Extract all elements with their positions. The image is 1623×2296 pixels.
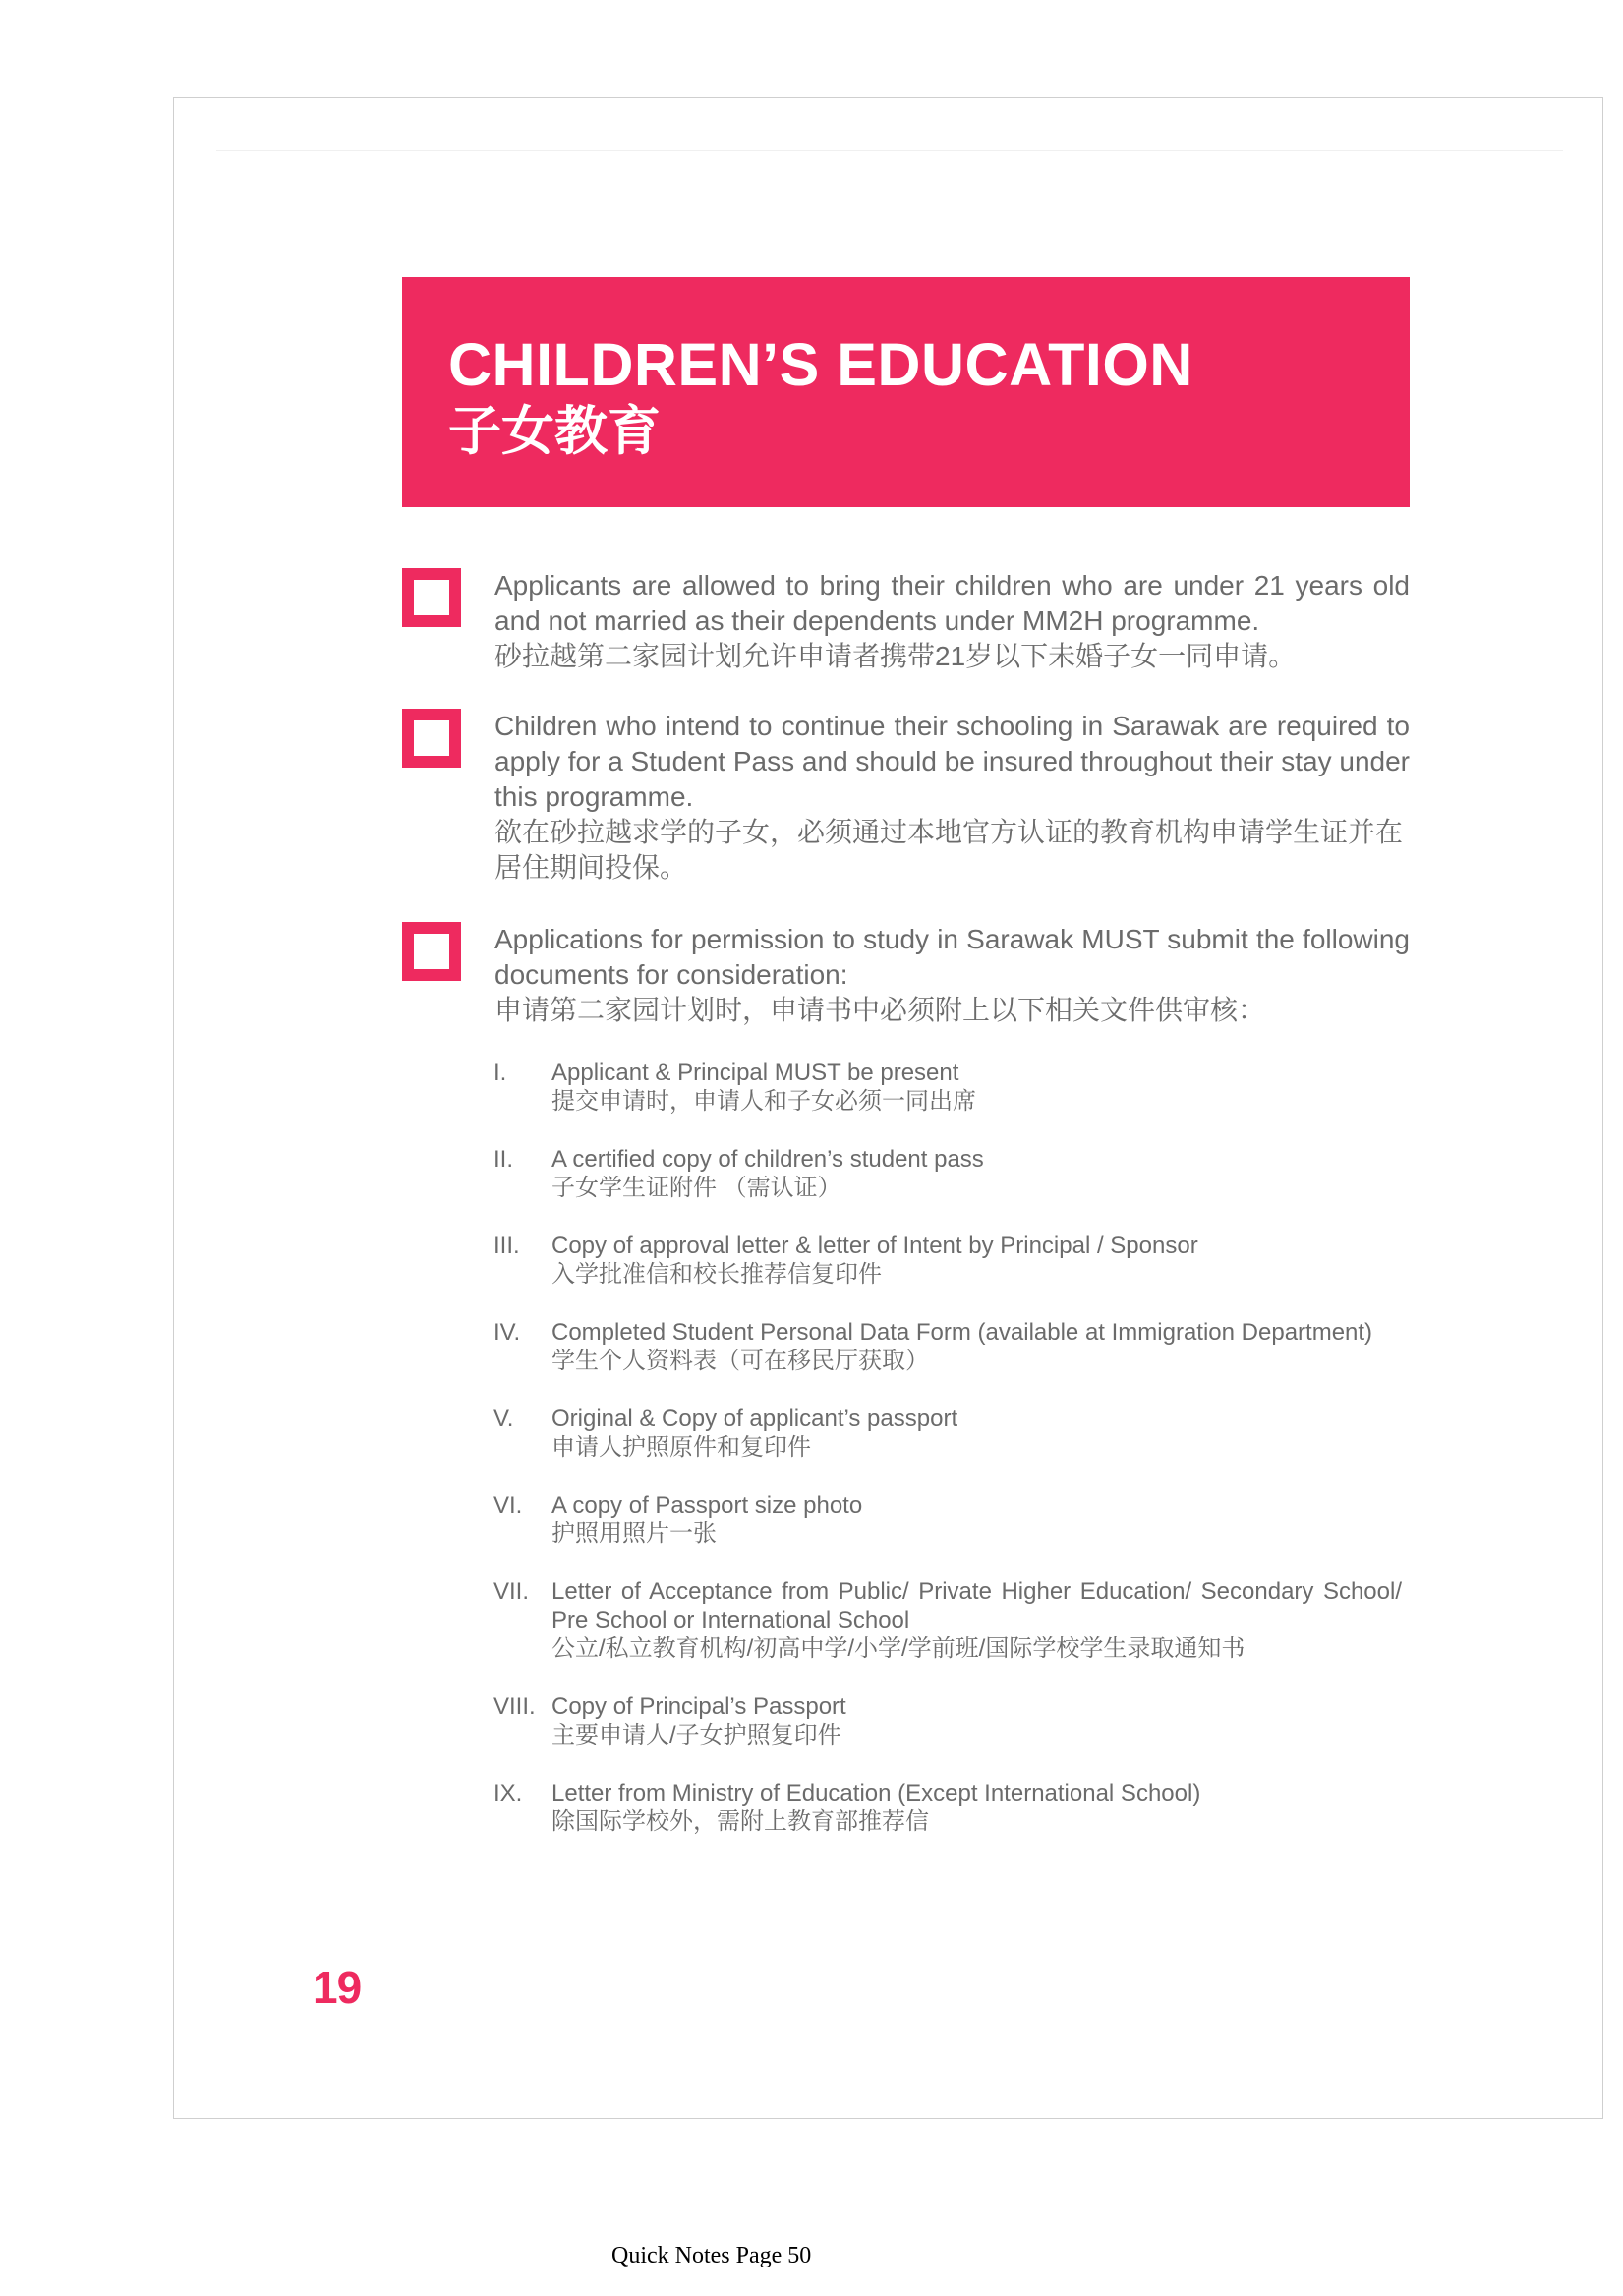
list-item-text-cn: 主要申请人/子女护照复印件 bbox=[551, 1722, 841, 1749]
list-item-number: VI. bbox=[493, 1492, 523, 1519]
list-item-text-cn: 学生个人资料表（可在移民厅获取） bbox=[551, 1348, 929, 1374]
section-text-en: Applicants are allowed to bring their children who are under 21 years old and not married as their dependents under MM2H programme. bbox=[494, 570, 1410, 636]
list-item-text-cn: 提交申请时，申请人和子女必须一同出席 bbox=[551, 1088, 976, 1115]
list-item-text-cn: 入学批准信和校长推荐信复印件 bbox=[551, 1261, 882, 1288]
list-item-number: IX. bbox=[493, 1780, 523, 1807]
list-item-number: V. bbox=[493, 1406, 514, 1432]
list-item-body bbox=[551, 1145, 1402, 1202]
list-item-body bbox=[551, 1491, 1402, 1548]
list-item-text-en: A copy of Passport size photo bbox=[551, 1492, 863, 1519]
section-required-documents bbox=[402, 922, 1410, 1028]
checkbox-icon bbox=[402, 709, 461, 768]
list-item-body bbox=[551, 1405, 1402, 1462]
list-item-text-en: Letter from Ministry of Education (Except International School) bbox=[551, 1780, 1201, 1807]
list-item bbox=[493, 1779, 1402, 1836]
section-text-cn: 欲在砂拉越求学的子女，必须通过本地官方认证的教育机构申请学生证并在居住期间投保。 bbox=[494, 817, 1404, 883]
list-item bbox=[493, 1491, 1402, 1548]
list-item-text-cn: 除国际学校外，需附上教育部推荐信 bbox=[551, 1808, 929, 1835]
list-item-body bbox=[551, 1693, 1402, 1750]
banner-title: CHILDREN’S EDUCATION bbox=[448, 331, 1193, 398]
list-item-number: IV. bbox=[493, 1319, 521, 1346]
top-divider bbox=[216, 150, 1563, 151]
banner-title-chinese: 子女教育 bbox=[448, 402, 661, 461]
checkbox-icon bbox=[402, 568, 461, 627]
footer-note: Quick Notes Page 50 bbox=[611, 2243, 812, 2268]
section-text-en: Children who intend to continue their schooling in Sarawak are required to apply for a Student Pass and should be insured throughout their stay under this programme. bbox=[494, 711, 1410, 812]
list-item-text-en: Copy of approval letter & letter of Intent by Principal / Sponsor bbox=[551, 1233, 1198, 1259]
list-item bbox=[493, 1059, 1402, 1116]
list-item bbox=[493, 1232, 1402, 1289]
list-item bbox=[493, 1318, 1402, 1375]
checkbox-icon bbox=[402, 922, 461, 981]
list-item bbox=[493, 1578, 1402, 1663]
list-item-text-cn: 子女学生证附件 （需认证） bbox=[551, 1175, 841, 1201]
section-text-cn: 申请第二家园计划时，申请书中必须附上以下相关文件供审核： bbox=[494, 995, 1266, 1025]
list-item-number: I. bbox=[493, 1060, 507, 1086]
list-item-text-cn: 申请人护照原件和复印件 bbox=[551, 1434, 811, 1461]
list-item-text-en: Applicant & Principal MUST be present bbox=[551, 1060, 959, 1086]
list-item bbox=[493, 1693, 1402, 1750]
list-item bbox=[493, 1145, 1402, 1202]
list-item-number: III. bbox=[493, 1233, 520, 1259]
section-eligibility bbox=[402, 568, 1410, 674]
section-text-cn: 砂拉越第二家园计划允许申请者携带21岁以下未婚子女一同申请。 bbox=[494, 641, 1297, 671]
page-number: 19 bbox=[313, 1962, 362, 2013]
document-list bbox=[493, 1059, 1402, 1866]
section-text bbox=[494, 922, 1410, 1028]
list-item-body bbox=[551, 1232, 1402, 1289]
list-item-number: II. bbox=[493, 1146, 514, 1173]
list-item-body bbox=[551, 1059, 1402, 1116]
list-item-text-cn: 护照用照片一张 bbox=[551, 1521, 717, 1547]
list-item-text-en: Copy of Principal’s Passport bbox=[551, 1693, 846, 1720]
list-item-text-cn: 公立/私立教育机构/初高中学/小学/学前班/国际学校学生录取通知书 bbox=[551, 1636, 1246, 1662]
section-student-pass bbox=[402, 709, 1410, 886]
section-text bbox=[494, 709, 1410, 886]
list-item-text-en: A certified copy of children’s student pass bbox=[551, 1146, 984, 1173]
list-item-body bbox=[551, 1578, 1402, 1663]
list-item-number: VIII. bbox=[493, 1693, 536, 1720]
list-item-body bbox=[551, 1779, 1402, 1836]
list-item-body bbox=[551, 1318, 1402, 1375]
list-item-number: VII. bbox=[493, 1578, 530, 1605]
list-item-text-en: Letter of Acceptance from Public/ Private Higher Education/ Secondary School/ Pre School or International School bbox=[551, 1578, 1402, 1634]
list-item bbox=[493, 1405, 1402, 1462]
list-item-text-en: Original & Copy of applicant’s passport bbox=[551, 1406, 958, 1432]
list-item-text-en: Completed Student Personal Data Form (available at Immigration Department) bbox=[551, 1319, 1373, 1346]
section-banner bbox=[402, 277, 1410, 507]
section-text-en: Applications for permission to study in Sarawak MUST submit the following documents for consideration: bbox=[494, 924, 1410, 990]
section-text bbox=[494, 568, 1410, 674]
